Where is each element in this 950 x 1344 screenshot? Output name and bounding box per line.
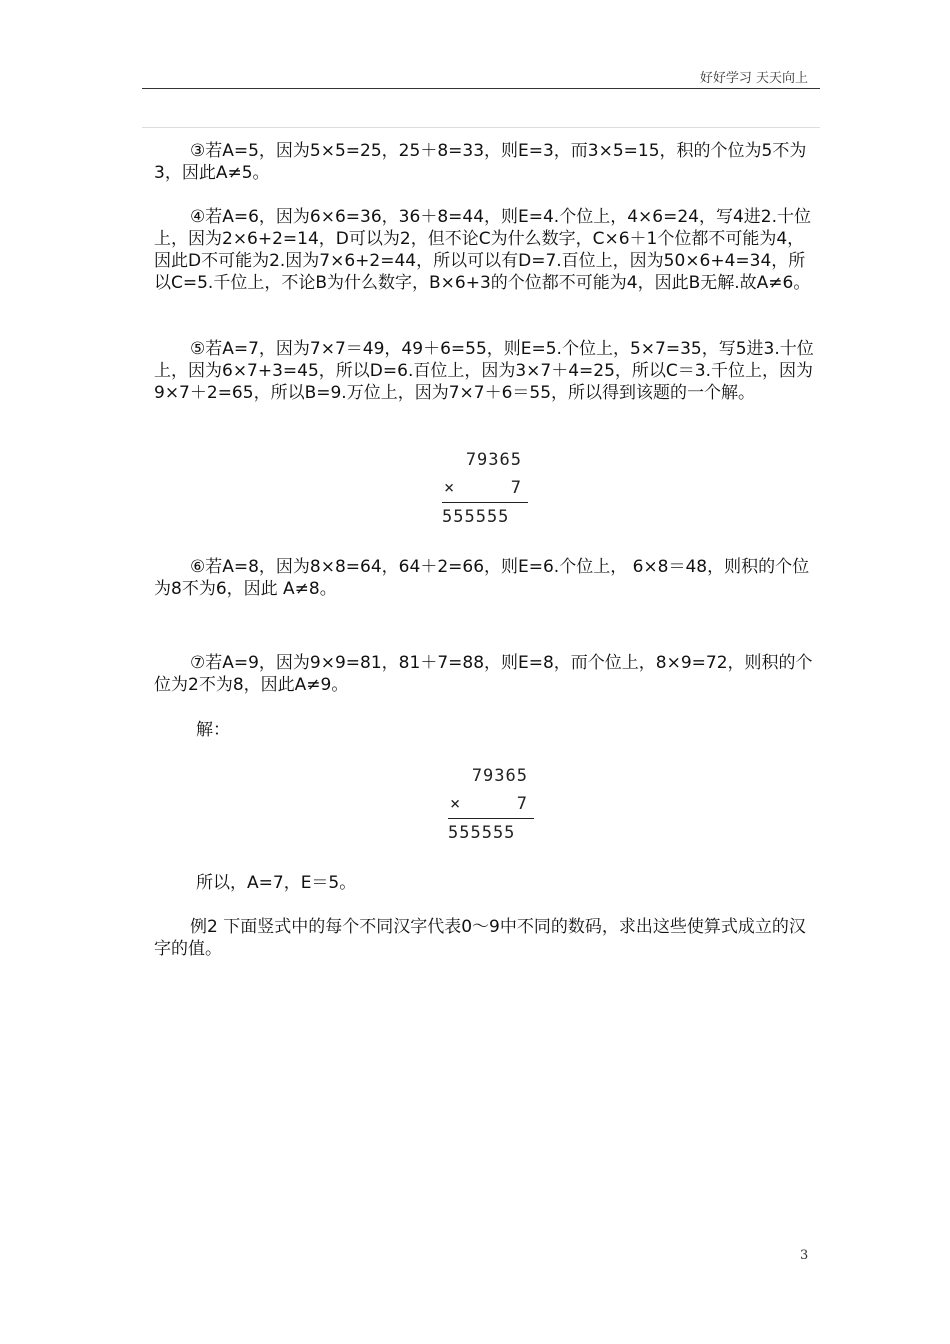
product: 555555 xyxy=(442,507,510,527)
paragraph-case-a7: ⑤若A=7，因为7×7＝49，49＋6=55，则E=5.个位上，5×7=35，写5进3.十位上，因为6×7+3=45，所以D=6.百位上，因为3×7＋4=25，所以C＝3.千位上，因为9×7＋2=65，所以B=9.万位上，因为7×7＋6＝55，所以得到该题的一个解。 xyxy=(154,339,814,403)
header-text: 好好学习 天天向上 xyxy=(699,71,808,86)
multiplier: 7 xyxy=(510,478,522,498)
content-rule xyxy=(142,127,820,128)
multiplicand: 79365 xyxy=(465,450,522,470)
vertical-multiplication-1 xyxy=(442,446,528,531)
paragraph-case-a9: ⑦若A=9，因为9×9=81，81＋7=88，则E=8，而个位上，8×9=72，则积的个位为2不为8，因此A≠9。 xyxy=(154,653,813,695)
product: 555555 xyxy=(448,823,516,843)
paragraph-case-a8: ⑥若A=8，因为8×8=64，64＋2=66，则E=6.个位上， 6×8＝48，则积的个位为8不为6，因此 A≠8。 xyxy=(154,557,810,599)
multiply-sign: × xyxy=(444,478,456,498)
multiplier-row xyxy=(442,474,528,503)
page-number: 3 xyxy=(800,1248,809,1263)
multiplier: 7 xyxy=(516,794,528,814)
vertical-multiplication-2 xyxy=(448,762,534,847)
header-rule xyxy=(142,88,820,89)
multiplicand: 79365 xyxy=(471,766,528,786)
paragraph-case-a5: ③若A=5，因为5×5=25，25＋8=33，则E=3，而3×5=15，积的个位为5不为3，因此A≠5。 xyxy=(154,141,807,183)
paragraph-case-a6: ④若A=6，因为6×6=36，36＋8=44，则E=4.个位上，4×6=24，写4进2.十位上，因为2×6+2=14，D可以为2，但不论C为什么数字，C×6＋1个位都不可能为4，因此D不可能为2.因为7×6+2=44，所以可以有D=7.百位上，因为50×6+4=34，所以C=5.千位上，不论B为什么数字，B×6+3的个位都不可能为4，因此B无解.故A≠6。 xyxy=(154,207,811,293)
conclusion: 所以，A=7，E＝5。 xyxy=(196,873,357,893)
multiplier-row xyxy=(448,790,534,819)
example-2-statement: 例2 下面竖式中的每个不同汉字代表0～9中不同的数码，求出这些使算式成立的汉字的值。 xyxy=(154,917,806,959)
multiply-sign: × xyxy=(450,794,462,814)
solution-label: 解： xyxy=(196,720,230,740)
